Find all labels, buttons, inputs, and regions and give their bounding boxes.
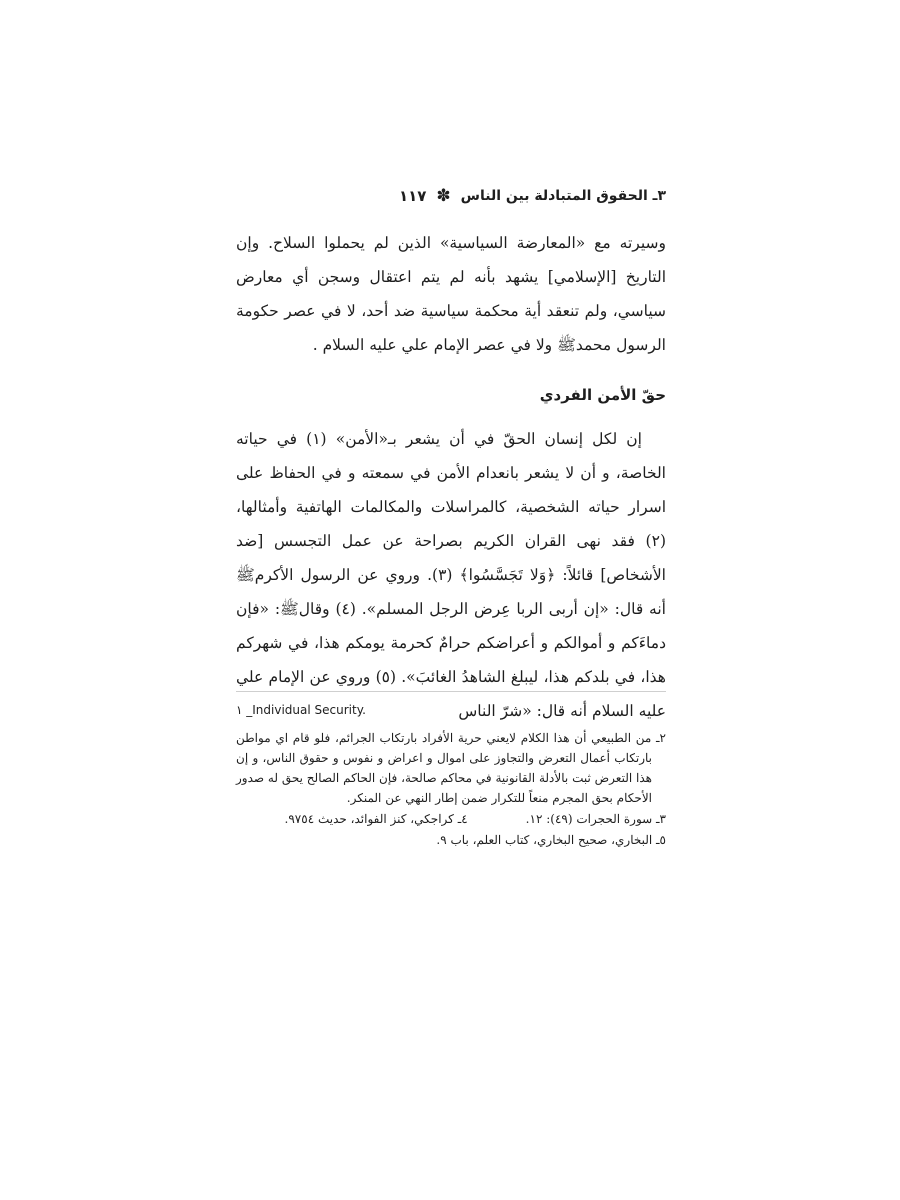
ornament-icon: ✽ [436,185,451,206]
body-paragraph-container [236,422,666,728]
body-paragraph: إن لكل إنسان الحقّ في أن يشعر بـ«الأمن» (١) في حياته الخاصة، و أن لا يشعر بانعدام الأمن في سمعته و في الحفاظ على اسرار حياته الشخصية، كالمراسلات والمكالمات الهاتفية وأمثالها، (٢) فقد نهى القران الكريم بصراحة عن عمل التجسس [ضد الأشخاص] قائلاً: ﴿وَلا تَجَسَّسُوا﴾ (٣). وروي عن الرسول الأكرمﷺ أنه قال: «إن أربى الربا عِرض الرجل المسلم». (٤) وقالﷺ: «فإن دماءَكم و أموالكم و أعراضكم حرامٌ كحرمة يومكم هذا، في شهركم هذا، في بلدكم هذا، ليبلغ الشاهدُ الغائبَ». (٥) وروي عن الإمام علي عليه السلام أنه قال: «شرّ الناس [236,430,666,720]
page-number: ١١٧ [398,187,427,205]
chapter-title: ٣ـ الحقوق المتبادلة بين الناس [460,188,666,204]
footnote-row [236,809,666,829]
section-heading: حقّ الأمن الفردي [539,386,666,404]
running-header [236,182,666,210]
footnote-5: ٥ـ البخاري، صحيح البخاري، كتاب العلم، باب ٩. [436,833,666,847]
footnote-4: ٤ـ كراجكي، كنز الفوائد، حديث ٩٧٥٤. [284,812,468,826]
footnote-2: ٢ـ من الطبيعي أن هذا الكلام لايعني حرية الأفراد بارتكاب الجرائم، فلو قام اي مواطن بارتكاب أعمال التعرض والتجاوز على اموال و اعراض و نفوس و حقوق الناس، و إن هذا التعرض ثبت بالأدلة القانونية في محاكم صالحة، فإن الحاكم الصالح يحق له صدور الأحكام بحق المجرم منعاً للتكرار ضمن إطار النهي عن المنكر. [236,731,666,805]
footnote-divider [236,691,666,692]
body-paragraph: وسيرته مع «المعارضة السياسية» الذين لم يحملوا السلاح. وإن التاريخ [الإسلامي] يشهد بأنه لم يتم اعتقال وسجن أي معارض سياسي، ولم تنعقد أية محكمة سياسية ضد أحد، لا في عصر حكومة الرسول محمدﷺ ولا في عصر الإمام علي عليه السلام . [236,234,666,354]
footnotes [236,700,666,851]
footnote-1: ١ _Individual Security. [236,703,366,717]
footnote-3: ٣ـ سورة الحجرات (٤٩): ١٢. [525,812,666,826]
